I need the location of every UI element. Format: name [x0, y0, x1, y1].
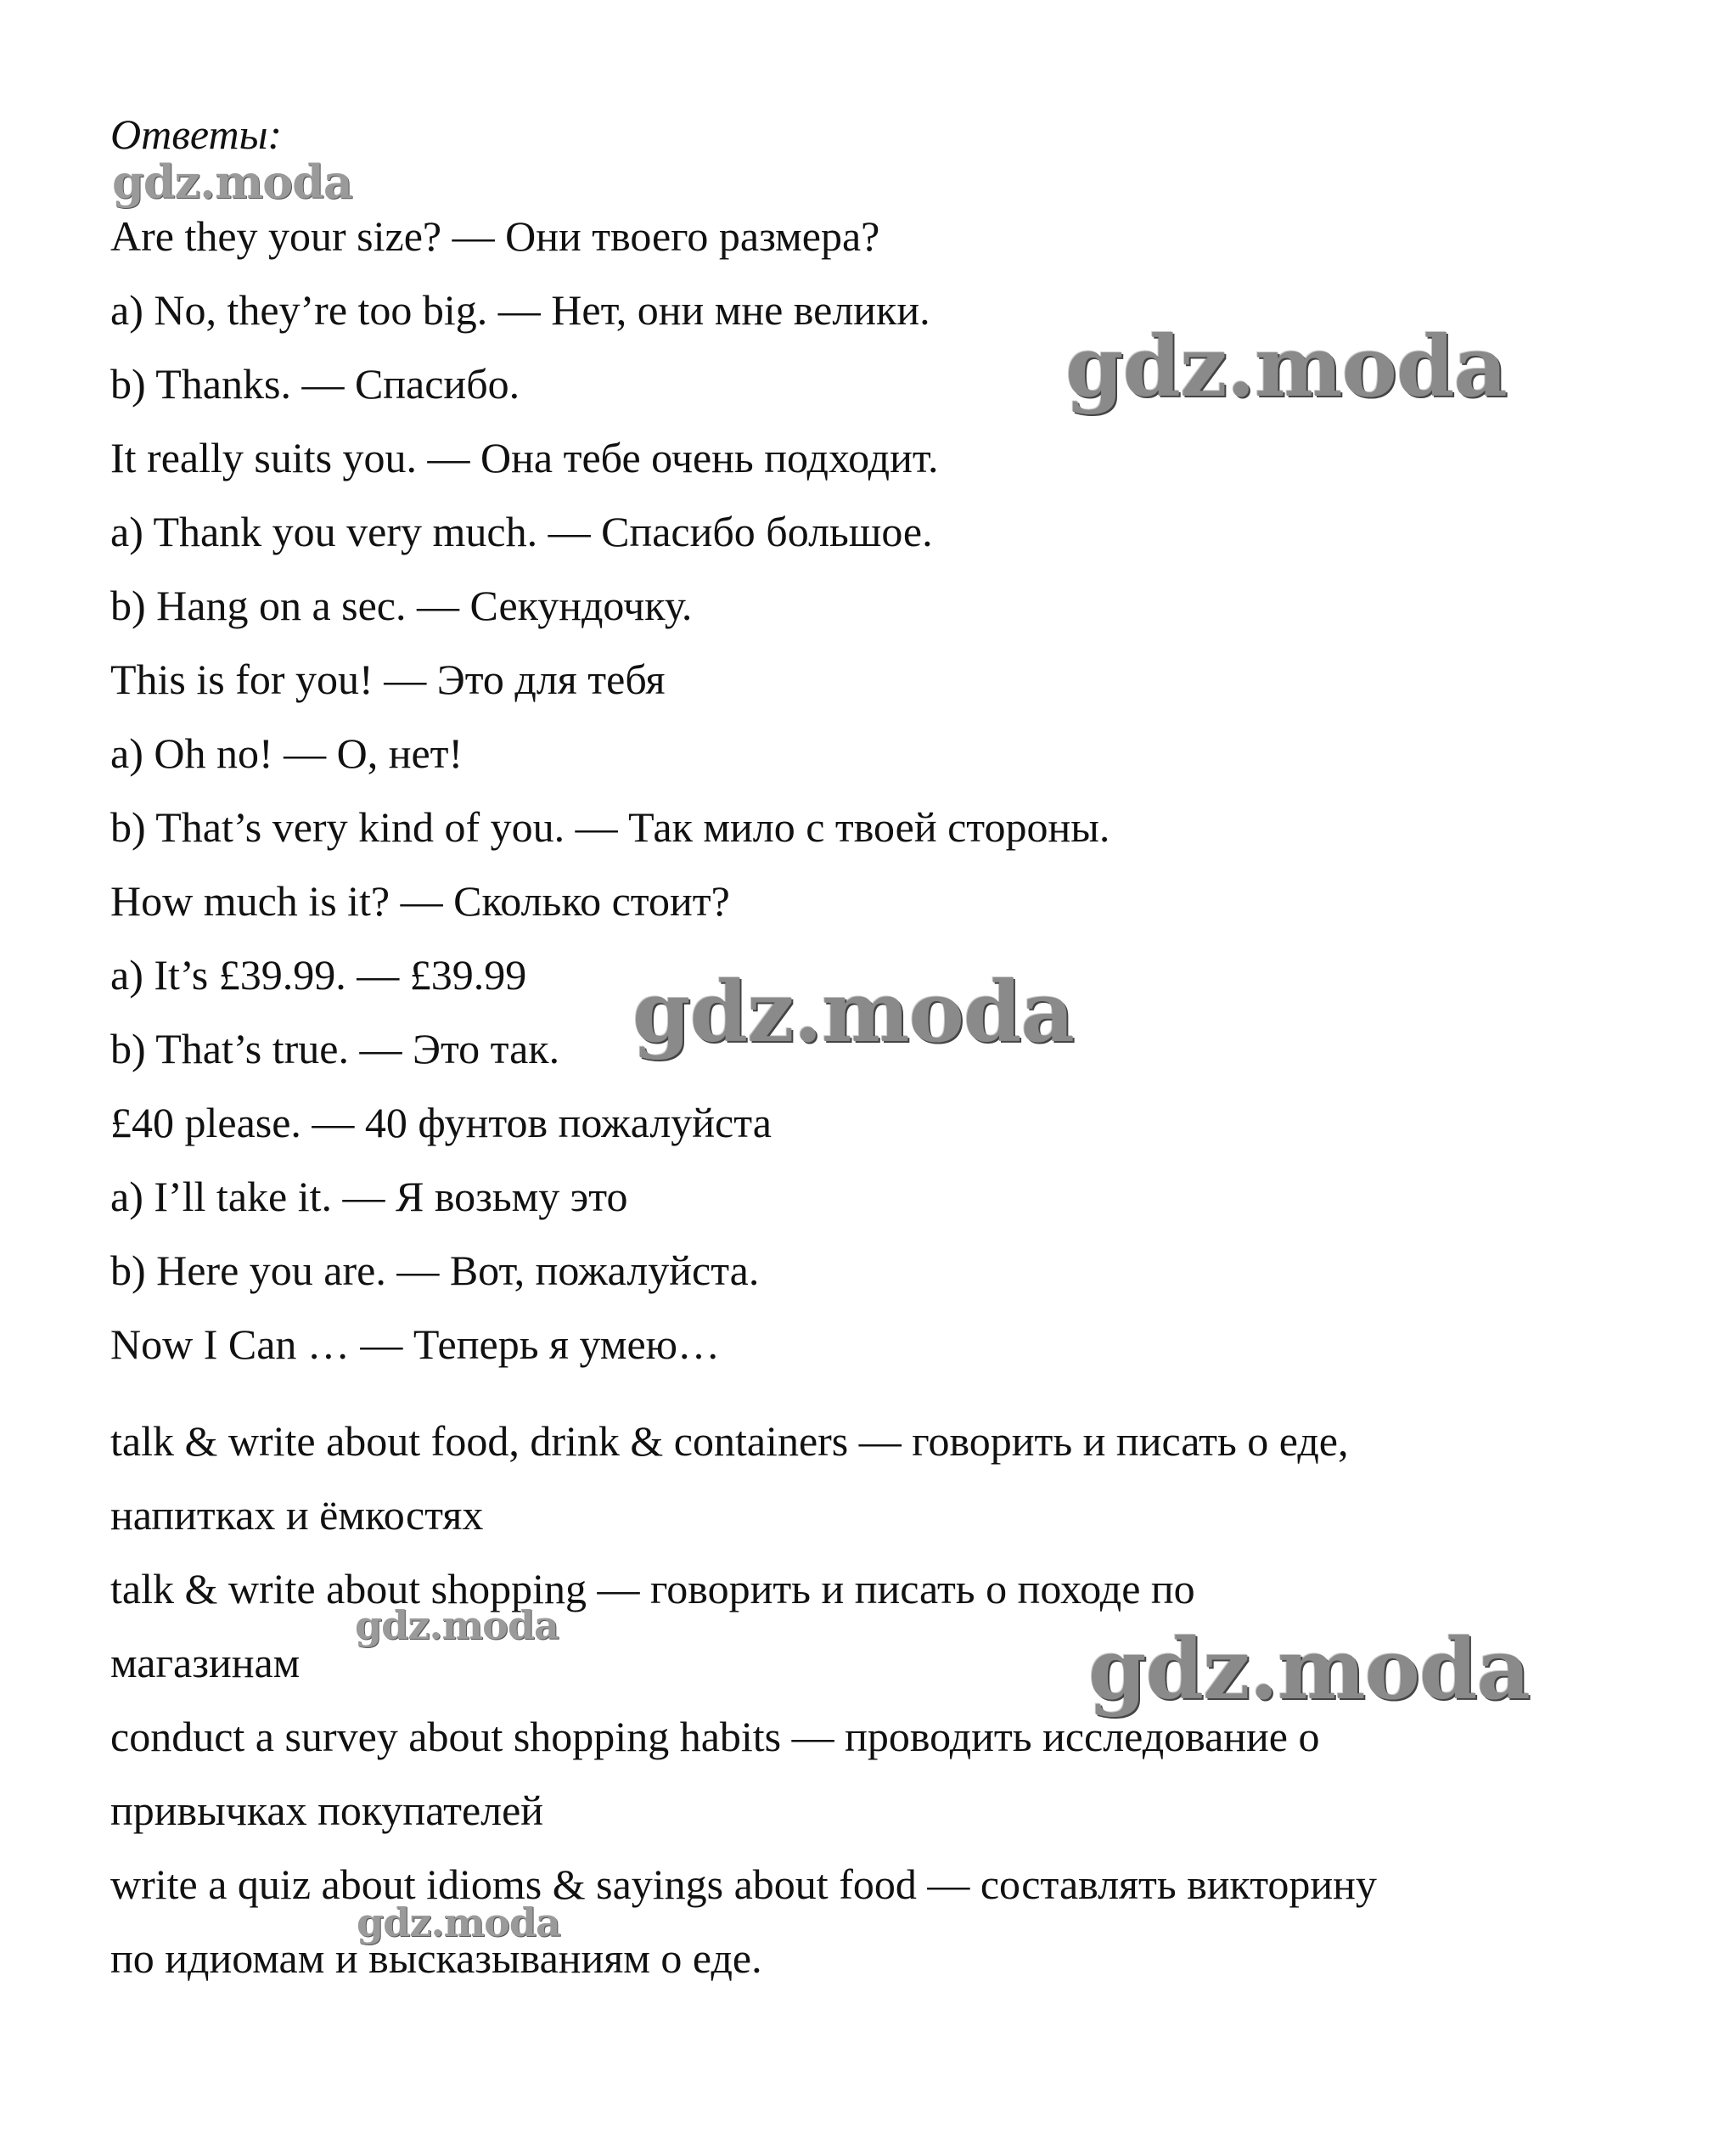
skill-line: conduct a survey about shopping habits — проводить исследование о: [110, 1713, 1320, 1760]
watermark: gdz.moda: [112, 155, 352, 209]
dialogue-line: a) I’ll take it. — Я возьму это: [110, 1173, 628, 1220]
dialogue-line: a) Oh no! — О, нет!: [110, 729, 463, 777]
dialogue-line: Are they your size? — Они твоего размера?: [110, 212, 880, 260]
dialogue-line: a) It’s £39.99. — £39.99: [110, 951, 527, 999]
dialogue-line: b) That’s true. — Это так.: [110, 1025, 560, 1072]
watermark: gdz.moda: [355, 1602, 559, 1648]
skill-line: привычках покупателей: [110, 1787, 544, 1834]
watermark: gdz.moda: [1088, 1621, 1530, 1719]
dialogue-line: b) Thanks. — Спасибо.: [110, 360, 520, 408]
dialogue-line: b) Here you are. — Вот, пожалуйста.: [110, 1247, 760, 1294]
dialogue-line: a) No, they’re too big. — Нет, они мне велики.: [110, 286, 930, 334]
skill-line: напитках и ёмкостях: [110, 1491, 484, 1539]
answers-heading: Ответы:: [110, 110, 283, 158]
watermark: gdz.moda: [1065, 318, 1507, 416]
section-title: Now I Can … — Теперь я умею…: [110, 1320, 721, 1368]
dialogue-line: b) That’s very kind of you. — Так мило с твоей стороны.: [110, 803, 1110, 851]
dialogue-line: How much is it? — Сколько стоит?: [110, 877, 730, 925]
dialogue-line: b) Hang on a sec. — Секундочку.: [110, 582, 693, 629]
skill-line: talk & write about food, drink & containers — говорить и писать о еде,: [110, 1417, 1349, 1465]
skill-line: write a quiz about idioms & sayings about food — составлять викторину: [110, 1860, 1377, 1908]
skill-line: магазинам: [110, 1639, 301, 1686]
skill-line: talk & write about shopping — говорить и писать о походе по: [110, 1565, 1195, 1612]
watermark: gdz.moda: [632, 964, 1074, 1061]
dialogue-line: It really suits you. — Она тебе очень подходит.: [110, 434, 939, 481]
skill-line: по идиомам и высказываниям о еде.: [110, 1934, 762, 1982]
dialogue-line: a) Thank you very much. — Спасибо большое.: [110, 508, 933, 555]
watermark: gdz.moda: [357, 1899, 560, 1945]
dialogue-line: £40 please. — 40 фунтов пожалуйста: [110, 1099, 772, 1146]
dialogue-line: This is for you! — Это для тебя: [110, 656, 666, 703]
